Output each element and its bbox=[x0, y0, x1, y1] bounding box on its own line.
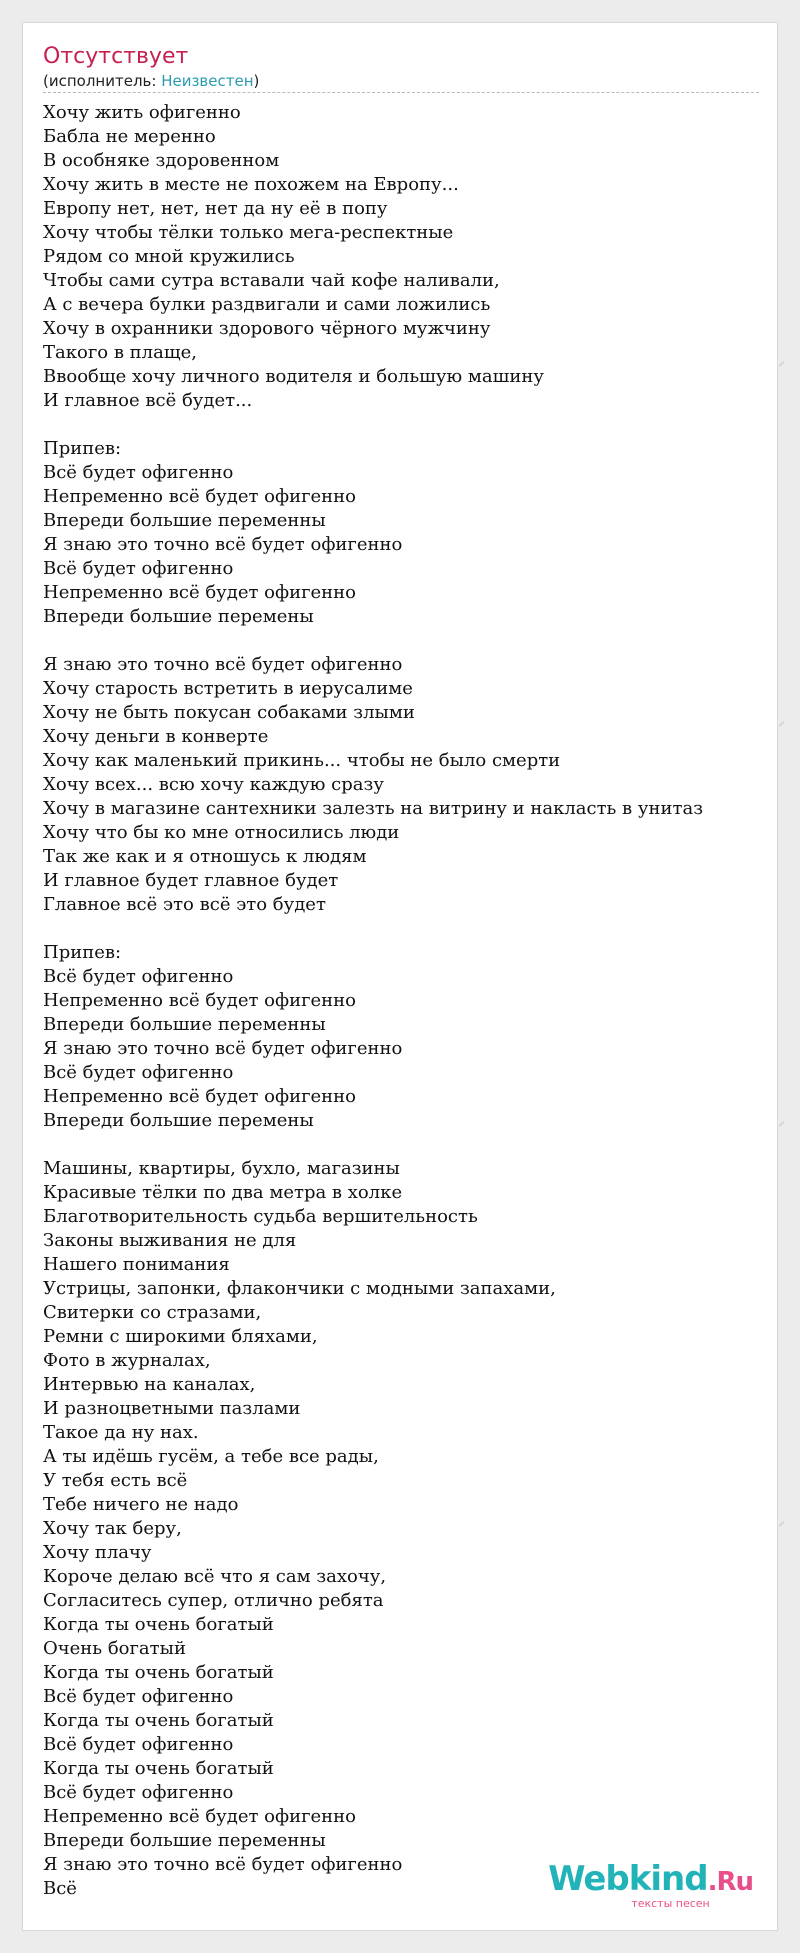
lyrics-line: Припев: bbox=[43, 438, 122, 459]
lyrics-line: Хочу не быть покусан собаками злыми bbox=[43, 702, 415, 723]
lyrics-line: Всё будет офигенно bbox=[43, 1734, 234, 1755]
lyrics-line: Хочу в магазине сантехники залезть на витрину и накласть в унитаз bbox=[43, 798, 704, 819]
lyrics-line: Впереди большие переменны bbox=[43, 510, 326, 531]
lyrics-line: У тебя есть всё bbox=[43, 1470, 188, 1491]
lyrics-line: Хочу как маленький прикинь... чтобы не было смерти bbox=[43, 750, 561, 771]
lyrics-blank-line bbox=[43, 413, 703, 437]
lyrics-line: И главное будет главное будет bbox=[43, 870, 339, 891]
lyrics-line: Всё будет офигенно bbox=[43, 966, 234, 987]
lyrics-line: И разноцветными пазлами bbox=[43, 1398, 301, 1419]
artist-suffix: ) bbox=[253, 72, 260, 90]
lyrics-line: Впереди большие перемены bbox=[43, 1110, 314, 1131]
lyrics-line: Так же как и я отношусь к людям bbox=[43, 846, 367, 867]
lyrics-line: Бабла не меренно bbox=[43, 126, 216, 147]
lyrics-line: Впереди большие переменны bbox=[43, 1014, 326, 1035]
lyrics-line: Интервью на каналах, bbox=[43, 1374, 256, 1395]
lyrics-line: А ты идёшь гусём, а тебе все рады, bbox=[43, 1446, 379, 1467]
lyrics-line: Короче делаю всё что я сам захочу, bbox=[43, 1566, 387, 1587]
lyrics-line: Благотворительность судьба вершительность bbox=[43, 1206, 478, 1227]
lyrics-line: Хочу что бы ко мне относились люди bbox=[43, 822, 400, 843]
lyrics-line: Свитерки со стразами, bbox=[43, 1302, 262, 1323]
lyrics-line: Главное всё это всё это будет bbox=[43, 894, 326, 915]
lyrics-line: Непременно всё будет офигенно bbox=[43, 486, 356, 507]
lyrics-line: Фото в журналах, bbox=[43, 1350, 211, 1371]
lyrics-line: И главное всё будет... bbox=[43, 390, 253, 411]
artist-prefix: (исполнитель: bbox=[43, 72, 162, 90]
lyrics-line: Непременно всё будет офигенно bbox=[43, 582, 356, 603]
lyrics-line: Тебе ничего не надо bbox=[43, 1494, 239, 1515]
lyrics-line: Согласитесь супер, отлично ребята bbox=[43, 1590, 384, 1611]
lyrics-line: Непременно всё будет офигенно bbox=[43, 990, 356, 1011]
lyrics-line: Я знаю это точно всё будет офигенно bbox=[43, 1038, 403, 1059]
lyrics-blank-line bbox=[43, 917, 703, 941]
lyrics-line: Я знаю это точно всё будет офигенно bbox=[43, 654, 403, 675]
edge-decoration bbox=[778, 1521, 784, 1527]
artist-line bbox=[43, 71, 759, 93]
lyrics-line: А с вечера булки раздвигали и сами ложились bbox=[43, 294, 491, 315]
lyrics-line: Впереди большие перемены bbox=[43, 606, 314, 627]
lyrics-line: Хочу старость встретить в иерусалиме bbox=[43, 678, 413, 699]
lyrics-line: Рядом со мной кружились bbox=[43, 246, 295, 267]
lyrics-line: Впереди большие переменны bbox=[43, 1830, 326, 1851]
lyrics-line: Хочу так беру, bbox=[43, 1518, 182, 1539]
lyrics-line: Всё будет офигенно bbox=[43, 1686, 234, 1707]
lyrics-line: Хочу деньги в конверте bbox=[43, 726, 269, 747]
logo-wordmark bbox=[548, 1861, 753, 1900]
lyrics-blank-line bbox=[43, 629, 703, 653]
lyrics-line: Устрицы, запонки, флакончики с модными запахами, bbox=[43, 1278, 556, 1299]
lyrics-line: Хочу жить офигенно bbox=[43, 102, 241, 123]
lyrics-line: Хочу жить в месте не похожем на Европу... bbox=[43, 174, 459, 195]
edge-decoration bbox=[778, 721, 784, 727]
lyrics-card bbox=[22, 22, 778, 1931]
lyrics-line: Всё bbox=[43, 1878, 77, 1899]
lyrics-line: Такого в плаще, bbox=[43, 342, 197, 363]
lyrics-line: Хочу всех... всю хочу каждую сразу bbox=[43, 774, 384, 795]
lyrics-line: Хочу плачу bbox=[43, 1542, 152, 1563]
lyrics-line: Ремни с широкими бляхами, bbox=[43, 1326, 318, 1347]
lyrics-line: Непременно всё будет офигенно bbox=[43, 1806, 356, 1827]
lyrics-line: Всё будет офигенно bbox=[43, 462, 234, 483]
lyrics-blank-line bbox=[43, 1133, 703, 1157]
lyrics-line: Такое да ну нах. bbox=[43, 1422, 199, 1443]
edge-decoration bbox=[778, 1121, 784, 1127]
lyrics-line: Всё будет офигенно bbox=[43, 558, 234, 579]
lyrics-line: Европу нет, нет, нет да ну её в попу bbox=[43, 198, 388, 219]
lyrics-line: Когда ты очень богатый bbox=[43, 1614, 274, 1635]
lyrics-line: Хочу чтобы тёлки только мега-респектные bbox=[43, 222, 454, 243]
lyrics-line: Очень богатый bbox=[43, 1638, 186, 1659]
lyrics-line: Я знаю это точно всё будет офигенно bbox=[43, 1854, 403, 1875]
lyrics-line: Хочу в охранники здорового чёрного мужчину bbox=[43, 318, 491, 339]
lyrics-line: Ввообще хочу личного водителя и большую машину bbox=[43, 366, 544, 387]
site-logo[interactable] bbox=[548, 1861, 753, 1910]
lyrics-line: Непременно всё будет офигенно bbox=[43, 1086, 356, 1107]
artist-link[interactable]: Неизвестен bbox=[161, 72, 254, 90]
lyrics-line: Машины, квартиры, бухло, магазины bbox=[43, 1158, 400, 1179]
logo-brand: Webkind bbox=[548, 1859, 708, 1899]
logo-tagline: тексты песен bbox=[631, 1897, 710, 1910]
lyrics-line: Нашего понимания bbox=[43, 1254, 230, 1275]
lyrics-line: Я знаю это точно всё будет офигенно bbox=[43, 534, 403, 555]
lyrics-line: Когда ты очень богатый bbox=[43, 1758, 274, 1779]
lyrics-line: Когда ты очень богатый bbox=[43, 1710, 274, 1731]
lyrics-line: В особняке здоровенном bbox=[43, 150, 280, 171]
song-title: Отсутствует bbox=[43, 44, 189, 69]
lyrics-line: Законы выживания не для bbox=[43, 1230, 297, 1251]
lyrics-line: Когда ты очень богатый bbox=[43, 1662, 274, 1683]
logo-tld: .Ru bbox=[707, 1867, 753, 1897]
edge-decoration bbox=[778, 361, 784, 367]
lyrics-line: Всё будет офигенно bbox=[43, 1782, 234, 1803]
lyrics-text bbox=[43, 101, 703, 1901]
lyrics-line: Красивые тёлки по два метра в холке bbox=[43, 1182, 403, 1203]
lyrics-line: Всё будет офигенно bbox=[43, 1062, 234, 1083]
lyrics-line: Припев: bbox=[43, 942, 122, 963]
lyrics-line: Чтобы сами сутра вставали чай кофе наливали, bbox=[43, 270, 500, 291]
